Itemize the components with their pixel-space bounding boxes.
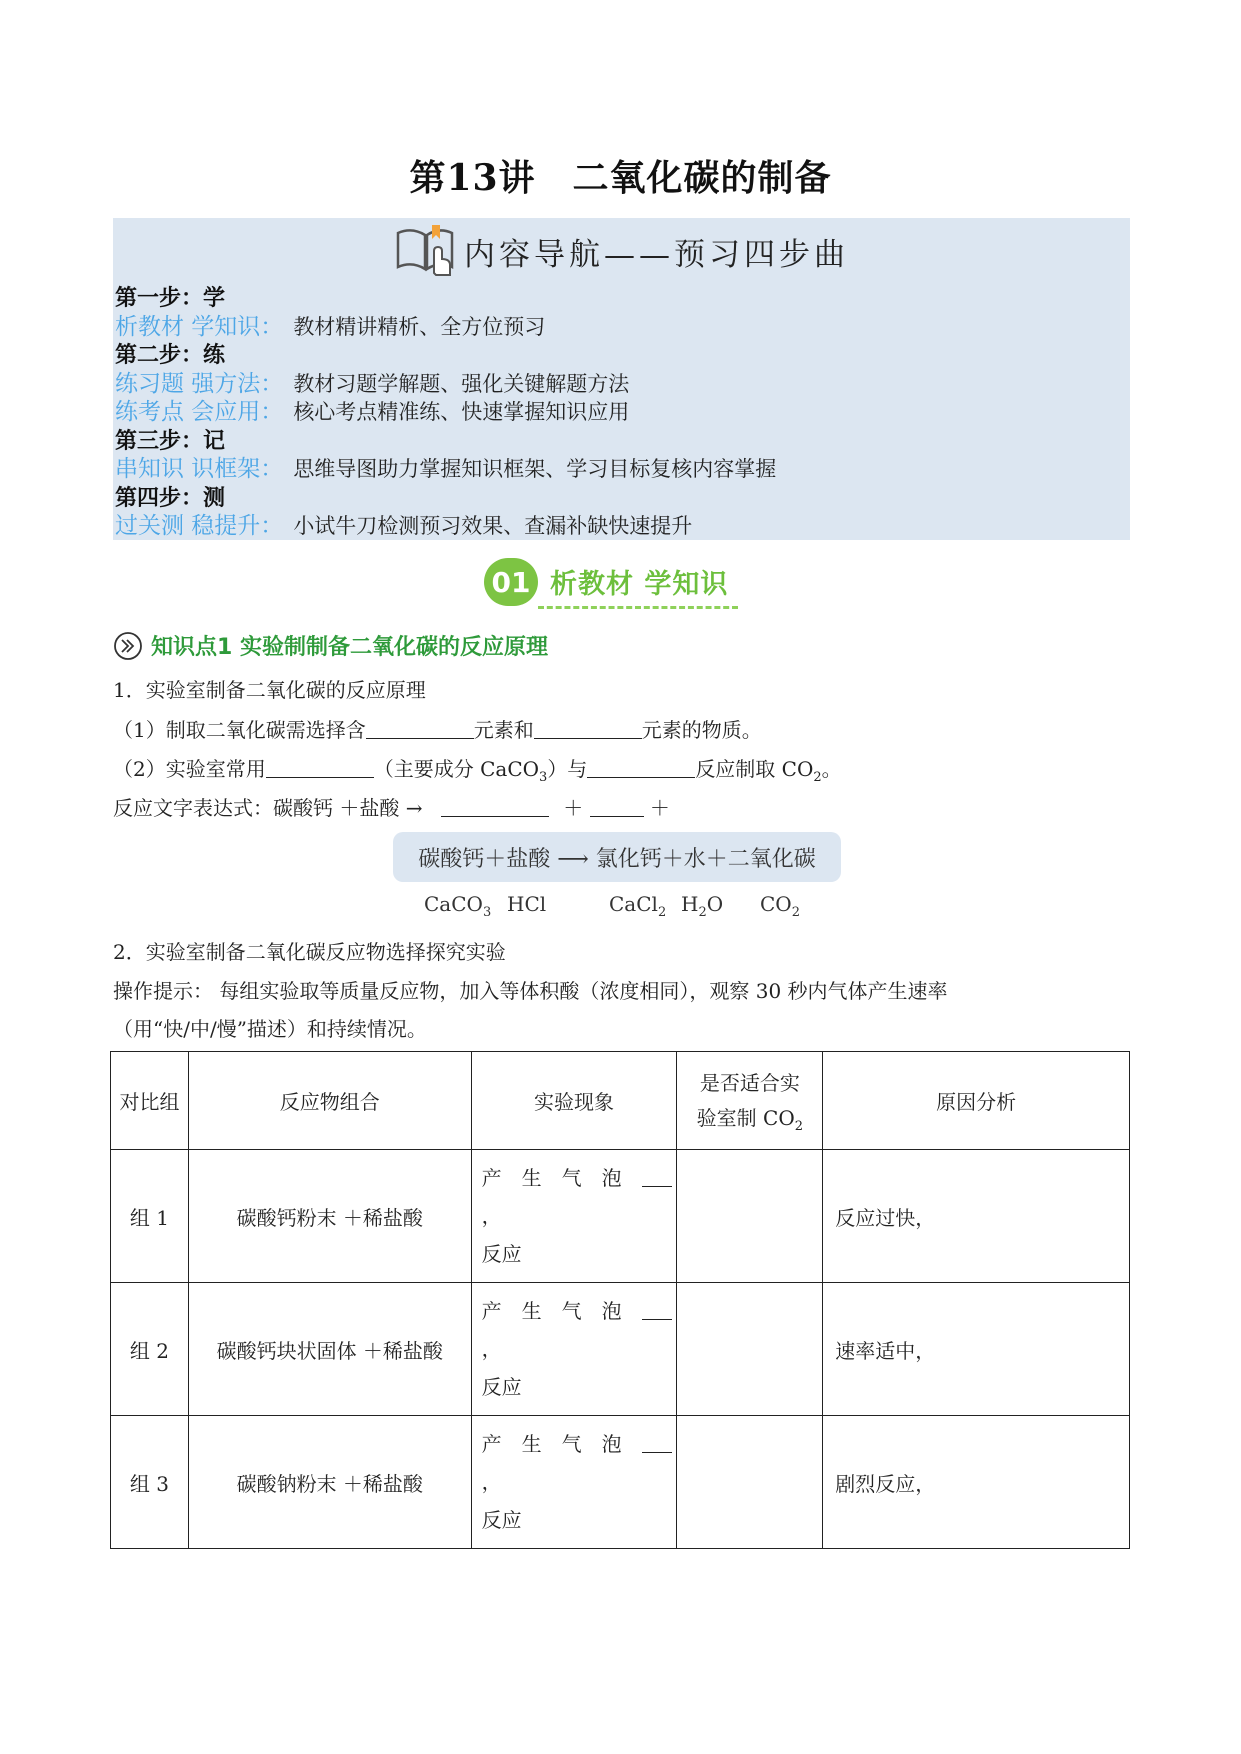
nav-tag: 过关测 稳提升： [115,513,284,539]
nav-header [113,224,1130,278]
nav-step-3 [115,427,776,456]
cell-reason[interactable]: 剧烈反应， [823,1416,1130,1549]
cell-reactants: 碳酸钙块状固体 ＋稀盐酸 [188,1283,471,1416]
cell-group: 组 2 [111,1283,189,1416]
formula-hcl: HCl [507,892,547,916]
nav-tag: 练习题 强方法： [115,370,284,397]
header-suitable [677,1052,823,1150]
nav-step-2 [115,341,776,370]
subscript: 2 [657,905,667,920]
subscript: 3 [539,770,548,785]
paragraph-2: 2．实验室制备二氧化碳反应物选择探究实验 [113,940,506,964]
operation-hint-cont: （用“快/中/慢”描述）和持续情况。 [113,1017,427,1041]
text: 反应 [481,1242,522,1266]
text: 反应 [481,1375,522,1399]
plus-sign: ＋ [563,796,584,820]
section-label: 析教材 学知识 [550,569,729,600]
knowledge-point-title: 知识点1 实验制制备二氧化碳的反应原理 [151,635,548,660]
book-pointer-icon [394,223,458,279]
header-line: 是否适合实 [699,1071,800,1095]
text: 产生气泡 [481,1432,642,1456]
word-equation-box: 碳酸钙＋盐酸 ⟶ 氯化钙＋水＋二氧化碳 [393,832,841,882]
step-label: 第四步：测 [115,484,226,511]
subscript: 2 [813,770,822,785]
fill-blank[interactable] [441,794,549,817]
cell-reason[interactable]: 反应过快， [823,1150,1130,1283]
experiment-table [110,1051,1130,1549]
nav-tag: 串知识 识框架： [115,456,284,482]
fill-blank[interactable] [534,716,642,739]
formula-caco3 [424,892,491,920]
text: （主要成分 CaCO [373,757,540,781]
text: CaCl [609,892,658,916]
nav-step-1 [115,284,776,313]
cell-suitable[interactable] [677,1150,823,1283]
cell-group: 组 3 [111,1416,189,1549]
step-label: 第二步：练 [115,342,226,368]
text: ， [481,1470,502,1494]
text: ）与 [547,757,588,781]
cell-phenomenon[interactable] [471,1150,677,1283]
subscript: 2 [698,905,707,920]
question-1a [113,714,762,743]
text: 元素的物质。 [641,718,762,742]
text: 产生气泡 [481,1166,642,1190]
subscript: 2 [794,1119,803,1134]
table-row [111,1283,1130,1416]
text: 产生气泡 [481,1299,642,1323]
text: （2）实验室常用 [113,757,266,781]
table-row [111,1416,1130,1549]
text: CaCO [424,892,483,916]
text: 元素和 [473,718,534,742]
fill-blank[interactable] [642,1432,672,1453]
cell-reactants: 碳酸钙粉末 ＋稀盐酸 [188,1150,471,1283]
formula-h2o [681,892,723,920]
cell-phenomenon[interactable] [471,1416,677,1549]
subscript: 3 [482,905,492,920]
content-navigation-box [113,218,1130,540]
header-group: 对比组 [111,1052,189,1150]
nav-lines [115,284,776,541]
header-reason: 原因分析 [823,1052,1130,1150]
section-number: 01 [484,558,538,606]
table-row [111,1150,1130,1283]
paragraph-1: 1．实验室制备二氧化碳的反应原理 [113,678,426,702]
subscript: 2 [791,905,800,920]
nav-title: 内容导航——预习四步曲 [464,236,849,273]
formula-co2 [760,892,800,920]
section-underline [538,606,738,609]
section-badge [482,556,762,612]
word-equation-question [113,792,670,821]
plus-sign: ＋ [649,796,670,820]
cell-group: 组 1 [111,1150,189,1283]
nav-tag: 析教材 学知识： [115,313,284,340]
nav-desc: 小试牛刀检测预习效果、查漏补缺快速提升 [293,514,693,538]
page-title: 第13讲 二氧化碳的制备 [409,157,832,199]
step-label: 第一步：学 [115,285,226,311]
header-phenomenon: 实验现象 [471,1052,677,1150]
cell-suitable[interactable] [677,1416,823,1549]
fill-blank[interactable] [266,755,374,778]
nav-step-4 [115,484,776,513]
text: 。 [821,757,842,781]
text: O [706,892,724,916]
fill-blank[interactable] [642,1299,672,1320]
nav-item [115,398,776,427]
text: 反应文字表达式：碳酸钙 ＋盐酸 → [113,796,423,820]
nav-tag: 练考点 会应用： [115,399,284,425]
nav-item [115,370,776,399]
text: 验室制 CO [696,1106,795,1130]
text: H [681,892,699,916]
cell-phenomenon[interactable] [471,1283,677,1416]
text: 反应制取 CO [695,757,814,781]
header-line [677,1102,822,1134]
operation-hint: 操作提示： 每组实验取等质量反应物，加入等体积酸（浓度相同），观察 30 秒内气体产生速率 [113,979,948,1003]
nav-item [115,455,776,484]
text: CO [760,892,792,916]
cell-reactants: 碳酸钠粉末 ＋稀盐酸 [188,1416,471,1549]
cell-suitable[interactable] [677,1283,823,1416]
fill-blank[interactable] [642,1166,672,1187]
step-label: 第三步：记 [115,427,226,454]
formula-cacl2 [609,892,666,920]
text: ， [481,1204,502,1228]
text: （1）制取二氧化碳需选择含 [113,718,366,742]
nav-item [115,313,776,342]
question-1b [113,753,842,785]
nav-desc: 核心考点精准练、快速掌握知识应用 [293,400,630,424]
table-header-row [111,1052,1130,1150]
nav-desc: 思维导图助力掌握知识框架、学习目标复核内容掌握 [293,457,777,481]
arrow-circle-icon [113,631,143,661]
text: 反应 [481,1508,522,1532]
header-reactants: 反应物组合 [188,1052,471,1150]
fill-blank[interactable] [587,755,695,778]
nav-item [115,512,776,541]
text: ， [481,1337,502,1361]
fill-blank[interactable] [590,794,644,817]
cell-reason[interactable]: 速率适中， [823,1283,1130,1416]
nav-desc: 教材习题学解题、强化关键解题方法 [293,371,630,396]
fill-blank[interactable] [366,716,474,739]
nav-desc: 教材精讲精析、全方位预习 [293,314,546,339]
knowledge-point-heading [113,630,548,661]
